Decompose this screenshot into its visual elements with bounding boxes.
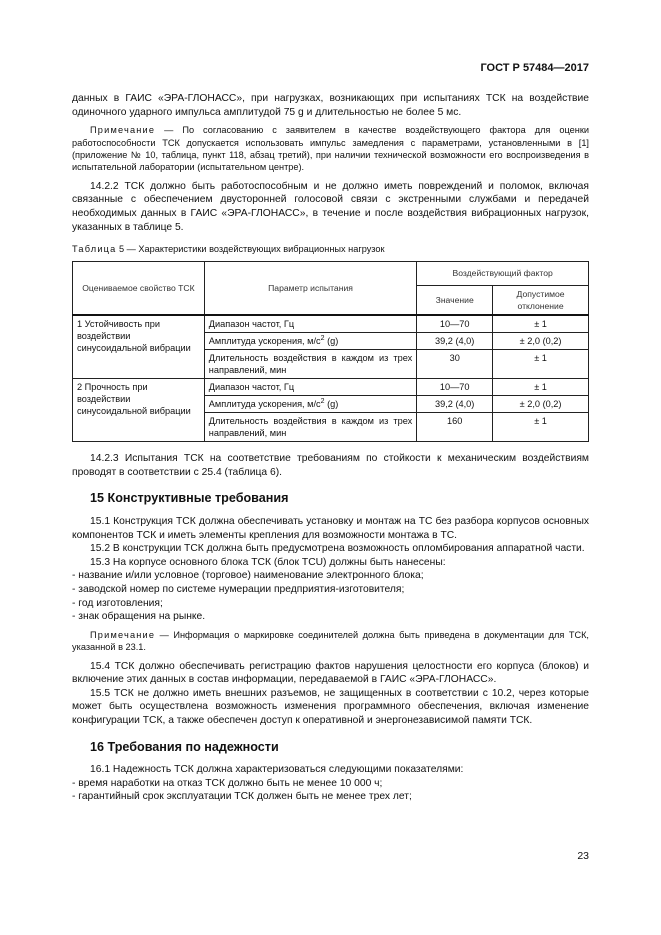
paragraph-15-4: 15.4 ТСК должно обеспечивать регистрацию фактов нарушения целостности его корпуса (блоков) и включение этих данных в состав информации, передаваемой в ГАИС «ЭРА-ГЛОНАСС». bbox=[72, 660, 589, 686]
group-1-row-3-param: Длительность воздействия в каждом из трех направлений, мин bbox=[204, 350, 416, 379]
table-5-caption-text: 5 — Характеристики воздействующих вибрационных нагрузок bbox=[116, 244, 385, 255]
header-value: Значение bbox=[417, 285, 493, 315]
group-1-row-1-value: 10—70 bbox=[417, 315, 493, 333]
section-15-title: 15 Конструктивные требования bbox=[90, 491, 289, 506]
param-text: Амплитуда ускорения, м/с bbox=[208, 336, 321, 347]
header-deviation: Допустимое отклонение bbox=[493, 285, 589, 315]
group-1-row-1-dev: ± 1 bbox=[493, 315, 589, 333]
page-content bbox=[72, 92, 589, 804]
group-2-property: 2 Прочность при воздействии синусоидальной вибрации bbox=[73, 379, 205, 442]
paragraph-16-1: 16.1 Надежность ТСК должна характеризоваться следующими показателями: bbox=[90, 764, 464, 776]
group-2-row-1-value: 10—70 bbox=[417, 379, 493, 396]
list-item: - гарантийный срок эксплуатации ТСК должен быть не менее трех лет; bbox=[72, 791, 412, 803]
table-5-caption bbox=[72, 243, 589, 257]
param-superscript: 2 bbox=[320, 398, 325, 406]
group-2-row-3-param: Длительность воздействия в каждом из трех направлений, мин bbox=[204, 413, 416, 442]
paragraph-14-2-2: 14.2.2 ТСК должно быть работоспособным и не должно иметь повреждений и поломок, включая связанные с обеспечением двусторонней голосовой связи с экстренными службами и передачей необходимых данных в ГАИС «ЭРА-ГЛОНАСС», в течение и после воздействия вибрационных нагрузок, указанных в таблице 5. bbox=[72, 180, 589, 233]
group-1-row-3-dev: ± 1 bbox=[493, 350, 589, 379]
group-1-row-2-param bbox=[204, 333, 416, 350]
paragraph-top: данных в ГАИС «ЭРА-ГЛОНАСС», при нагрузках, возникающих при испытаниях ТСК на воздействие одиночного ударного импульса амплитудой 75 g и длительностью не более 5 мс. bbox=[72, 93, 589, 118]
list-item: - заводской номер по системе нумерации предприятия-изготовителя; bbox=[72, 584, 405, 596]
table-row bbox=[73, 315, 589, 333]
table-5 bbox=[72, 261, 589, 443]
page-number: 23 bbox=[577, 850, 589, 862]
group-1-row-2-dev: ± 2,0 (0,2) bbox=[493, 333, 589, 350]
group-1-row-2-value: 39,2 (4,0) bbox=[417, 333, 493, 350]
paragraph-15-5: 15.5 ТСК не должно иметь внешних разъемов, не защищенных в соответствии с 10.2, через которые может быть осуществлена возможность изменения программного обеспечения, включая изменение конфигурации ТСК, а также обеспечен доступ к оперативной и энергонезависимой памяти ТСК. bbox=[72, 687, 589, 726]
note-2-text: — Информация о маркировке соединителей должна быть приведена в документации для ТСК, указанной в 23.1. bbox=[72, 629, 589, 653]
paragraph-15-3: 15.3 На корпусе основного блока ТСК (блок TCU) должны быть нанесены: bbox=[90, 556, 446, 568]
header-parameter: Параметр испытания bbox=[204, 261, 416, 315]
param-unit: (g) bbox=[324, 336, 339, 347]
param-superscript: 2 bbox=[320, 335, 325, 343]
table-row bbox=[73, 379, 589, 396]
group-2-row-2-dev: ± 2,0 (0,2) bbox=[493, 396, 589, 413]
param-unit: (g) bbox=[324, 399, 339, 410]
paragraph-15-2: 15.2 В конструкции ТСК должна быть предусмотрена возможность опломбирования аппаратной части. bbox=[90, 543, 585, 555]
paragraph-15-1: 15.1 Конструкция ТСК должна обеспечивать установку и монтаж на ТС без разбора корпусов основных компонентов ТСК и иметь элементы крепления для возможности монтажа в ТС. bbox=[72, 516, 589, 541]
paragraph-14-2-3: 14.2.3 Испытания ТСК на соответствие требованиям по стойкости к механическим воздействиям проводят в соответствии с 25.4 (таблица 6). bbox=[72, 453, 589, 478]
group-2-row-3-value: 160 bbox=[417, 413, 493, 442]
note-2 bbox=[72, 629, 589, 654]
table-5-caption-label: Таблица bbox=[72, 244, 117, 255]
group-2-row-2-param bbox=[204, 396, 416, 413]
group-1-property: 1 Устойчивость при воздействии синусоидальной вибрации bbox=[73, 315, 205, 379]
group-1-row-1-param: Диапазон частот, Гц bbox=[204, 315, 416, 333]
header-property: Оцениваемое свойство ТСК bbox=[73, 261, 205, 315]
list-item: - знак обращения на рынке. bbox=[72, 611, 206, 623]
group-2-row-1-param: Диапазон частот, Гц bbox=[204, 379, 416, 396]
note-1-label: Примечание bbox=[90, 125, 156, 136]
note-2-label: Примечание bbox=[90, 629, 156, 640]
group-2-row-2-value: 39,2 (4,0) bbox=[417, 396, 493, 413]
list-item: - время наработки на отказ ТСК должно быть не менее 10 000 ч; bbox=[72, 777, 383, 789]
note-1 bbox=[72, 124, 589, 174]
header-factor: Воздействующий фактор bbox=[417, 261, 589, 285]
note-1-text: — По согласованию с заявителем в качестве воздействующего фактора для оценки работоспособности ТСК допускается использовать импульс замедления с параметрами, установленными в [1] (приложение № 10, таблица, пункт 118, абзац третий), при наличии технической возможности его воспроизведения в испытательной лаборатории (испытательном центре). bbox=[72, 125, 589, 173]
list-item: - год изготовления; bbox=[72, 597, 163, 609]
group-1-row-3-value: 30 bbox=[417, 350, 493, 379]
param-text: Амплитуда ускорения, м/с bbox=[208, 399, 321, 410]
document-code-header: ГОСТ Р 57484—2017 bbox=[480, 62, 589, 74]
section-16-title: 16 Требования по надежности bbox=[90, 739, 279, 754]
group-2-row-3-dev: ± 1 bbox=[493, 413, 589, 442]
list-item: - название и/или условное (торговое) наименование электронного блока; bbox=[72, 570, 424, 582]
group-2-row-1-dev: ± 1 bbox=[493, 379, 589, 396]
